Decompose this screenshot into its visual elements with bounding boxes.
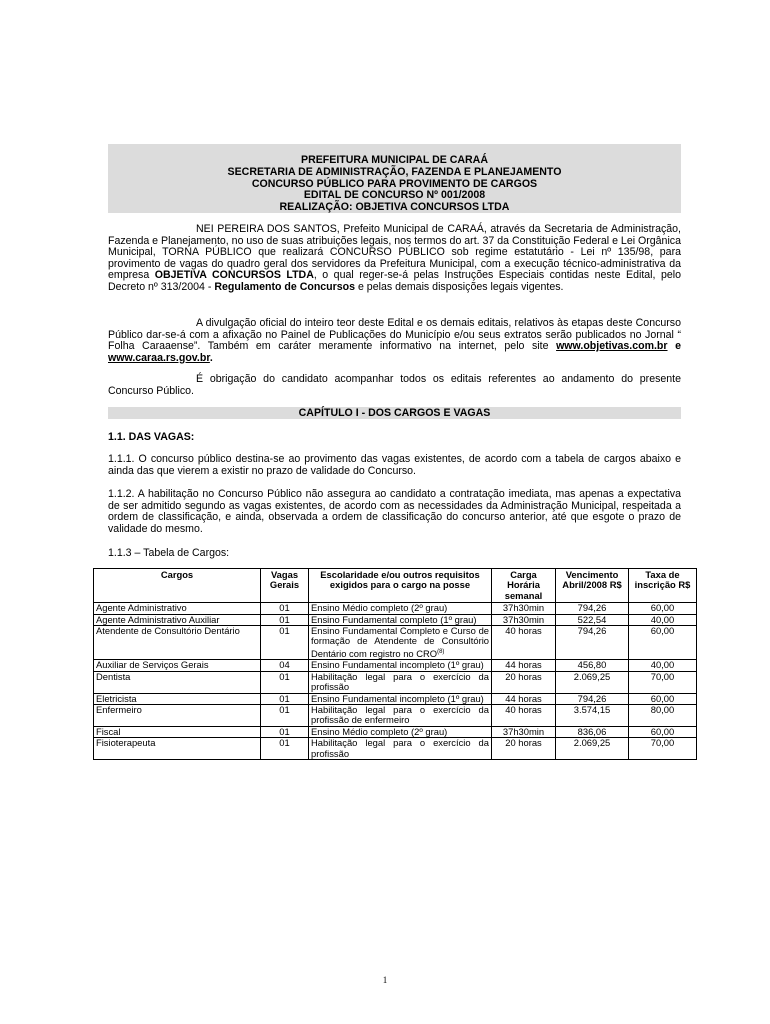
cell-vagas: 01: [261, 705, 309, 727]
cell-taxa: 60,00: [629, 726, 697, 737]
paragraph-1-1-3: [108, 548, 681, 560]
cell-taxa: 70,00: [629, 671, 697, 693]
cell-cargo: Dentista: [94, 671, 261, 693]
text: e pelas demais disposições legais vigentes.: [355, 280, 564, 293]
cargos-table: [93, 568, 697, 760]
header-line: CONCURSO PÚBLICO PARA PROVIMENTO DE CARGOS: [251, 177, 538, 190]
cell-req: Habilitação legal para o exercício da profissão: [309, 671, 492, 693]
cell-carga: 37h30min: [492, 726, 556, 737]
intro-paragraph-1: [108, 224, 681, 294]
text: .: [209, 351, 213, 364]
link-caraa[interactable]: www.caraa.rs.gov.br: [108, 351, 210, 364]
link-objetivas[interactable]: www.objetivas.com.br: [556, 340, 668, 353]
cell-cargo: Fiscal: [94, 726, 261, 737]
edital-header: [108, 144, 681, 213]
cell-req: Ensino Fundamental incompleto (1º grau): [309, 660, 492, 671]
chapter-title: CAPÍTULO I - DOS CARGOS E VAGAS: [108, 407, 681, 419]
cell-carga: 44 horas: [492, 660, 556, 671]
cell-carga: 44 horas: [492, 693, 556, 704]
table-row: [94, 693, 697, 704]
paragraph-1-1-2: [108, 489, 681, 535]
cell-req: Ensino Fundamental completo (1º grau): [309, 614, 492, 625]
cell-vagas: 01: [261, 671, 309, 693]
cell-taxa: 60,00: [629, 626, 697, 660]
cell-vagas: 01: [261, 603, 309, 614]
cell-carga: 40 horas: [492, 626, 556, 660]
header-cargos: Cargos: [94, 569, 261, 603]
header-carga: Carga Horária semanal: [492, 569, 556, 603]
table-header-row: [94, 569, 697, 603]
footnote-ref: (8): [437, 648, 445, 655]
table-row: [94, 660, 697, 671]
table-row: [94, 726, 697, 737]
table-row: [94, 738, 697, 760]
header-taxa: Taxa de inscrição R$: [629, 569, 697, 603]
cell-vagas: 04: [261, 660, 309, 671]
text: NEI PEREIRA DOS SANTOS, Prefeito Municipal de CARAÁ, através da Secretaria de Administração, Fazenda e Planejamento, no uso de suas atribuições legais, nos termos do art. 37 da Constituição Federal e Lei Orgânica Municipal, TORNA PÚBLICO que realizará CONCURSO PÚBLICO sob regime estatutário - Lei nº 135/98, para provimento de vagas do quadro geral dos servidores da Prefeitura Municipal, com a execução técnico-administrativa da empresa: [108, 223, 681, 282]
cell-venc: 794,26: [556, 603, 629, 614]
header-vencimento: Vencimento Abril/2008 R$: [556, 569, 629, 603]
cell-req: Ensino Fundamental incompleto (1º grau): [309, 693, 492, 704]
table-row: [94, 705, 697, 727]
header-line: REALIZAÇÃO: OBJETIVA CONCURSOS LTDA: [279, 201, 510, 214]
section-title: 1.1. DAS VAGAS:: [108, 431, 195, 443]
cell-taxa: 40,00: [629, 614, 697, 625]
cell-cargo: Agente Administrativo Auxiliar: [94, 614, 261, 625]
header-line: SECRETARIA DE ADMINISTRAÇÃO, FAZENDA E PLANEJAMENTO: [227, 165, 562, 178]
text: É obrigação do candidato acompanhar todos os editais referentes ao andamento do presente Concurso Público.: [108, 373, 681, 397]
text: 1.1.2. A habilitação no Concurso Público não assegura ao candidato a contratação imediata, mas apenas a expectativa de ser admitido segundo as vagas existentes, de acordo com as necessidades da Administração Municipal, respeitada a ordem de classificação, e ainda, observada a ordem de classificação do concurso anterior, até que esgote o prazo de validade do mesmo.: [108, 488, 681, 535]
cell-req: Habilitação legal para o exercício da profissão de enfermeiro: [309, 705, 492, 727]
cell-venc: 3.574,15: [556, 705, 629, 727]
cell-venc: 522,54: [556, 614, 629, 625]
cell-carga: 20 horas: [492, 671, 556, 693]
cell-venc: 2.069,25: [556, 738, 629, 760]
intro-paragraph-3: [108, 374, 681, 397]
text: A divulgação oficial do inteiro teor deste Edital e os demais editais, relativos às etapas deste Concurso Público dar-se-á com a afixação no Painel de Publicações do Município e/ou seus extratos serão publicados no Jornal “ Folha Caraaense”. Também em caráter meramente informativo na internet, pelo site: [108, 317, 681, 353]
cell-cargo: Auxiliar de Serviços Gerais: [94, 660, 261, 671]
table-row: [94, 626, 697, 660]
cell-cargo: Fisioterapeuta: [94, 738, 261, 760]
table-row: [94, 603, 697, 614]
cell-taxa: 60,00: [629, 603, 697, 614]
cell-carga: 20 horas: [492, 738, 556, 760]
header-line: PREFEITURA MUNICIPAL DE CARAÁ: [301, 154, 488, 166]
cell-carga: 37h30min: [492, 603, 556, 614]
header-escolaridade: Escolaridade e/ou outros requisitos exigidos para o cargo na posse: [309, 569, 492, 603]
regulation-name: Regulamento de Concursos: [214, 280, 356, 293]
cell-venc: 456,80: [556, 660, 629, 671]
text: , o qual reger-se-á pelas Instruções Especiais contidas neste Edital, pelo Decreto nº 313/2004 -: [108, 269, 681, 293]
cell-cargo: Agente Administrativo: [94, 603, 261, 614]
cell-cargo: Eletricista: [94, 693, 261, 704]
text: 1.1.1. O concurso público destina-se ao provimento das vagas existentes, de acordo com a tabela de cargos abaixo e ainda das que vierem a existir no prazo de validade do Concurso.: [108, 453, 681, 477]
table-row: [94, 614, 697, 625]
cell-venc: 794,26: [556, 693, 629, 704]
cell-taxa: 80,00: [629, 705, 697, 727]
cell-vagas: 01: [261, 626, 309, 660]
cell-vagas: 01: [261, 738, 309, 760]
cell-req: Ensino Médio completo (2º grau): [309, 603, 492, 614]
cell-req: [309, 626, 492, 660]
cell-req: Ensino Médio completo (2º grau): [309, 726, 492, 737]
cell-vagas: 01: [261, 726, 309, 737]
cell-req: Habilitação legal para o exercício da profissão: [309, 738, 492, 760]
cell-carga: 37h30min: [492, 614, 556, 625]
company-name: OBJETIVA CONCURSOS LTDA: [154, 269, 314, 282]
text: 1.1.3 – Tabela de Cargos:: [108, 547, 230, 559]
cell-taxa: 70,00: [629, 738, 697, 760]
cell-vagas: 01: [261, 693, 309, 704]
text: e: [667, 340, 681, 353]
req-text: Ensino Fundamental Completo e Curso de formação de Atendente de Consultório Dentário com registro no CRO: [311, 625, 489, 659]
cell-venc: 836,06: [556, 726, 629, 737]
cell-cargo: Enfermeiro: [94, 705, 261, 727]
cell-carga: 40 horas: [492, 705, 556, 727]
cell-cargo: Atendente de Consultório Dentário: [94, 626, 261, 660]
cell-venc: 2.069,25: [556, 671, 629, 693]
cell-taxa: 40,00: [629, 660, 697, 671]
table-row: [94, 671, 697, 693]
paragraph-1-1-1: [108, 454, 681, 477]
cell-taxa: 60,00: [629, 693, 697, 704]
cell-venc: 794,26: [556, 626, 629, 660]
cell-vagas: 01: [261, 614, 309, 625]
header-vagas: Vagas Gerais: [261, 569, 309, 603]
page-number: 1: [382, 975, 388, 985]
intro-paragraph-2: [108, 318, 681, 364]
header-line: EDITAL DE CONCURSO Nº 001/2008: [303, 189, 486, 202]
